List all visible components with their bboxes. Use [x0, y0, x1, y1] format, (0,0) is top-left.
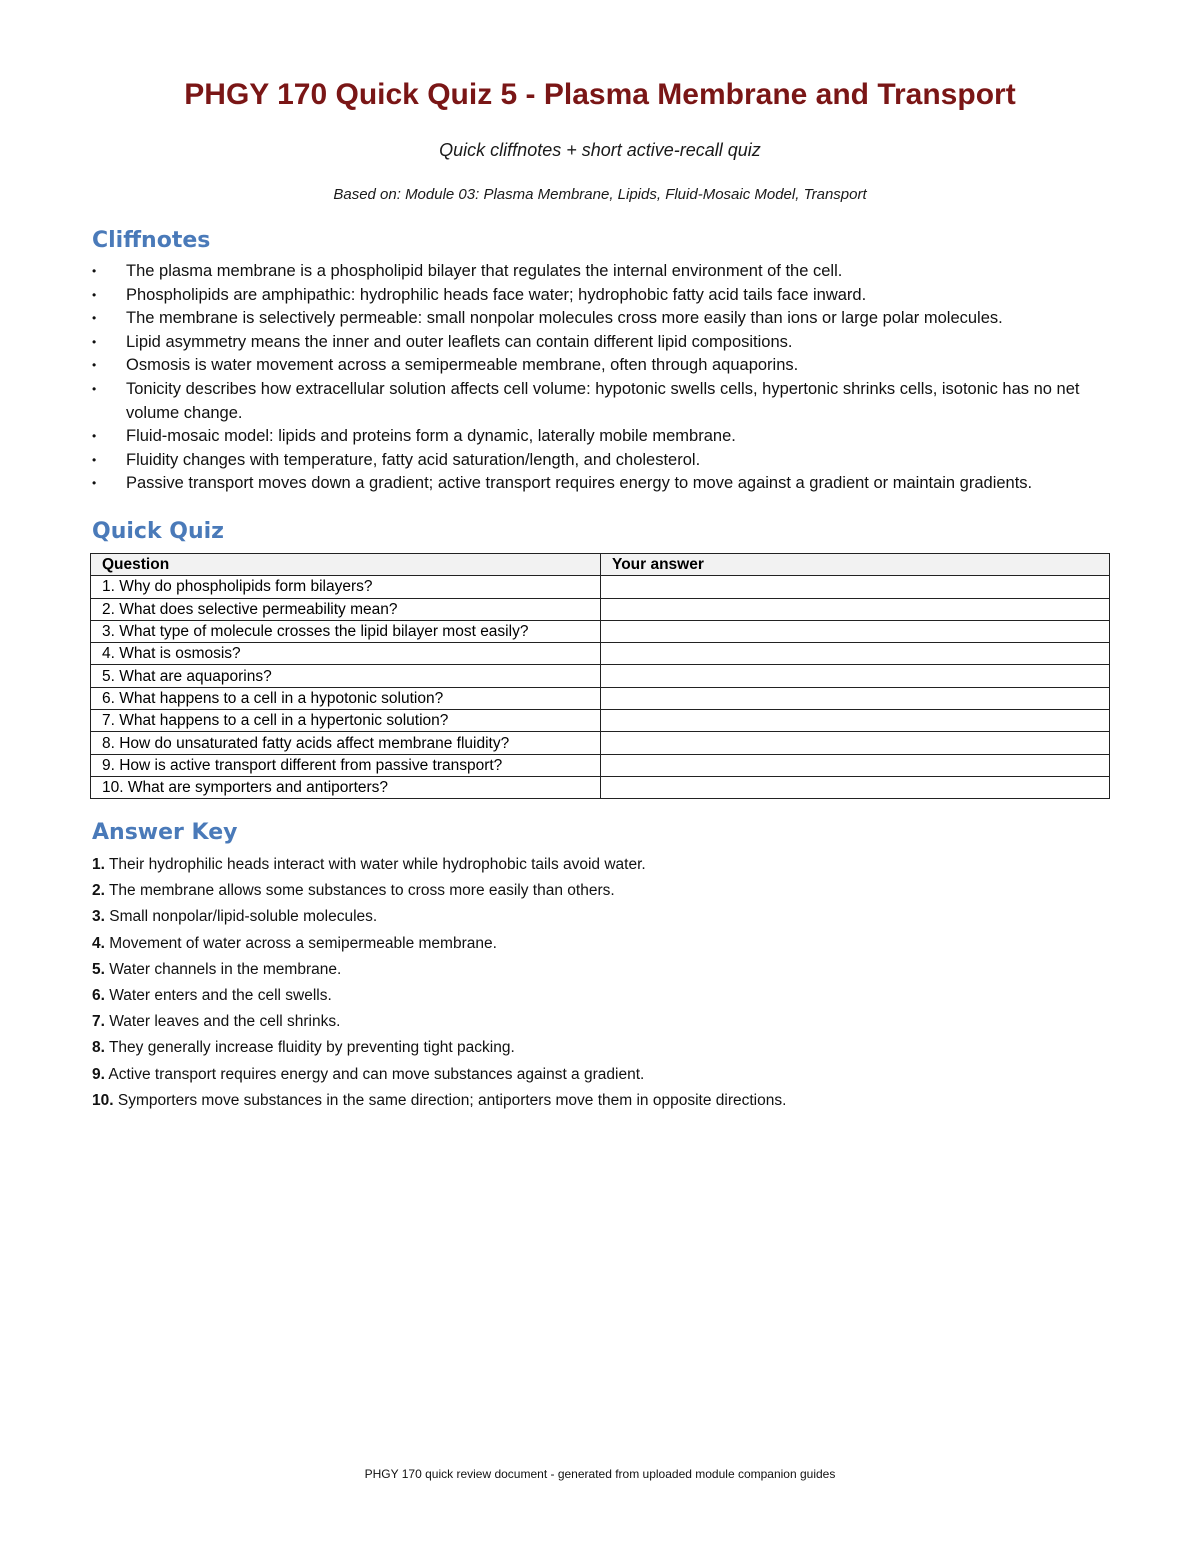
answer-text: Active transport requires energy and can move substances against a gradient.: [108, 1065, 645, 1083]
answer-key-list: [92, 852, 1110, 1114]
quiz-question-cell: 1. Why do phospholipids form bilayers?: [91, 576, 601, 598]
answer-text: Water leaves and the cell shrinks.: [109, 1013, 341, 1031]
bullet-icon: •: [92, 429, 97, 444]
cliffnote-item: [90, 449, 1110, 473]
quiz-answer-cell[interactable]: [601, 776, 1110, 798]
based-on-line: Based on: Module 03: Plasma Membrane, Lipids, Fluid-Mosaic Model, Transport: [333, 186, 867, 203]
quiz-question-cell: 9. How is active transport different from passive transport?: [91, 754, 601, 776]
quiz-table: [90, 553, 1110, 799]
answer-number: 3.: [92, 908, 105, 926]
question-column-header: Question: [91, 554, 601, 576]
quiz-row: [91, 665, 1110, 687]
answer-key-heading: Answer Key: [92, 820, 238, 845]
cliffnote-text: Tonicity describes how extracellular solution affects cell volume: hypotonic swells cells, hypertonic shrinks cells, isotonic has no net volume change.: [126, 379, 1080, 422]
cliffnote-text: Lipid asymmetry means the inner and outer leaflets can contain different lipid compositions.: [126, 332, 793, 351]
bullet-icon: •: [92, 452, 97, 467]
answer-text: Symporters move substances in the same direction; antiporters move them in opposite directions.: [117, 1091, 787, 1109]
bullet-icon: •: [92, 264, 97, 278]
quiz-question-cell: 5. What are aquaporins?: [91, 665, 601, 687]
answer-number: 6.: [92, 987, 105, 1005]
cliffnote-item: [90, 472, 1110, 496]
cliffnote-text: The membrane is selectively permeable: small nonpolar molecules cross more easily than ions or large polar molecules.: [126, 309, 1003, 328]
answer-item: [92, 957, 1110, 983]
bullet-icon: •: [92, 311, 97, 326]
document-page: [90, 0, 1110, 1553]
answer-item: [92, 904, 1110, 930]
quiz-row: [91, 710, 1110, 732]
cliffnotes-list: [90, 260, 1110, 496]
answer-item: [92, 1035, 1110, 1061]
cliffnotes-heading: Cliffnotes: [92, 228, 211, 253]
answer-number: 4.: [92, 934, 105, 952]
quiz-header-row: [91, 554, 1110, 576]
answer-text: Water channels in the membrane.: [109, 960, 342, 978]
quiz-question-cell: 7. What happens to a cell in a hypertonic solution?: [91, 710, 601, 732]
quiz-question-cell: 2. What does selective permeability mean?: [91, 598, 601, 620]
quiz-question-cell: 10. What are symporters and antiporters?: [91, 776, 601, 798]
quick-quiz-heading: Quick Quiz: [92, 519, 224, 544]
quiz-answer-cell[interactable]: [601, 576, 1110, 598]
answer-number: 5.: [92, 960, 105, 978]
cliffnote-item: [90, 260, 1110, 284]
quiz-table-body: [91, 576, 1110, 799]
answer-number: 10.: [92, 1091, 114, 1109]
answer-item: [92, 1009, 1110, 1035]
quiz-answer-cell[interactable]: [601, 665, 1110, 687]
bullet-icon: •: [92, 287, 97, 302]
quiz-question-cell: 8. How do unsaturated fatty acids affect membrane fluidity?: [91, 732, 601, 754]
cliffnote-item: [90, 378, 1110, 425]
quiz-question-cell: 3. What type of molecule crosses the lipid bilayer most easily?: [91, 620, 601, 642]
answer-text: Their hydrophilic heads interact with water while hydrophobic tails avoid water.: [108, 856, 646, 873]
quiz-question-cell: 4. What is osmosis?: [91, 643, 601, 665]
page-subtitle: Quick cliffnotes + short active-recall quiz: [439, 140, 761, 160]
quiz-answer-cell[interactable]: [601, 754, 1110, 776]
answer-number: 7.: [92, 1013, 105, 1031]
answer-text: Movement of water across a semipermeable membrane.: [109, 934, 497, 952]
quiz-row: [91, 620, 1110, 642]
page-footer: PHGY 170 quick review document - generated from uploaded module companion guides: [364, 1467, 836, 1481]
page-title: PHGY 170 Quick Quiz 5 - Plasma Membrane and Transport: [184, 78, 1016, 111]
answer-column-header: Your answer: [601, 554, 1110, 576]
answer-item: [92, 931, 1110, 957]
cliffnote-text: Fluidity changes with temperature, fatty acid saturation/length, and cholesterol.: [126, 450, 701, 469]
answer-text: Small nonpolar/lipid-soluble molecules.: [109, 908, 378, 926]
answer-number: 8.: [92, 1039, 105, 1057]
quiz-question-cell: 6. What happens to a cell in a hypotonic solution?: [91, 687, 601, 709]
quiz-row: [91, 576, 1110, 598]
bullet-icon: •: [92, 476, 97, 491]
quiz-row: [91, 643, 1110, 665]
answer-text: The membrane allows some substances to cross more easily than others.: [108, 882, 615, 900]
quiz-row: [91, 776, 1110, 798]
quiz-row: [91, 687, 1110, 709]
cliffnote-text: Fluid-mosaic model: lipids and proteins form a dynamic, laterally mobile membrane.: [126, 427, 736, 446]
bullet-icon: •: [92, 334, 97, 349]
answer-item: [92, 852, 1110, 878]
quiz-answer-cell[interactable]: [601, 598, 1110, 620]
cliffnote-text: Phospholipids are amphipathic: hydrophilic heads face water; hydrophobic fatty acid tails face inward.: [126, 285, 867, 304]
answer-text: Water enters and the cell swells.: [109, 987, 332, 1005]
answer-item: [92, 1088, 1110, 1114]
quiz-row: [91, 732, 1110, 754]
answer-item: [92, 983, 1110, 1009]
answer-number: 2.: [92, 882, 105, 900]
quiz-row: [91, 754, 1110, 776]
answer-number: 1.: [92, 856, 105, 873]
answer-number: 9.: [92, 1065, 105, 1083]
quiz-answer-cell[interactable]: [601, 620, 1110, 642]
quiz-answer-cell[interactable]: [601, 687, 1110, 709]
bullet-icon: •: [92, 381, 97, 396]
quiz-row: [91, 598, 1110, 620]
cliffnote-item: [90, 425, 1110, 449]
cliffnote-text: The plasma membrane is a phospholipid bilayer that regulates the internal environment of the cell.: [126, 262, 843, 280]
quiz-answer-cell[interactable]: [601, 732, 1110, 754]
answer-text: They generally increase fluidity by preventing tight packing.: [108, 1039, 515, 1057]
cliffnote-item: [90, 331, 1110, 355]
cliffnote-text: Passive transport moves down a gradient; active transport requires energy to move against a gradient or maintain gradients.: [126, 474, 1033, 493]
bullet-icon: •: [92, 358, 97, 373]
answer-item: [92, 1062, 1110, 1088]
quiz-answer-cell[interactable]: [601, 643, 1110, 665]
cliffnote-item: [90, 284, 1110, 308]
quiz-answer-cell[interactable]: [601, 710, 1110, 732]
cliffnote-item: [90, 354, 1110, 378]
answer-item: [92, 878, 1110, 904]
cliffnote-item: [90, 307, 1110, 331]
cliffnote-text: Osmosis is water movement across a semipermeable membrane, often through aquaporins.: [126, 356, 799, 375]
